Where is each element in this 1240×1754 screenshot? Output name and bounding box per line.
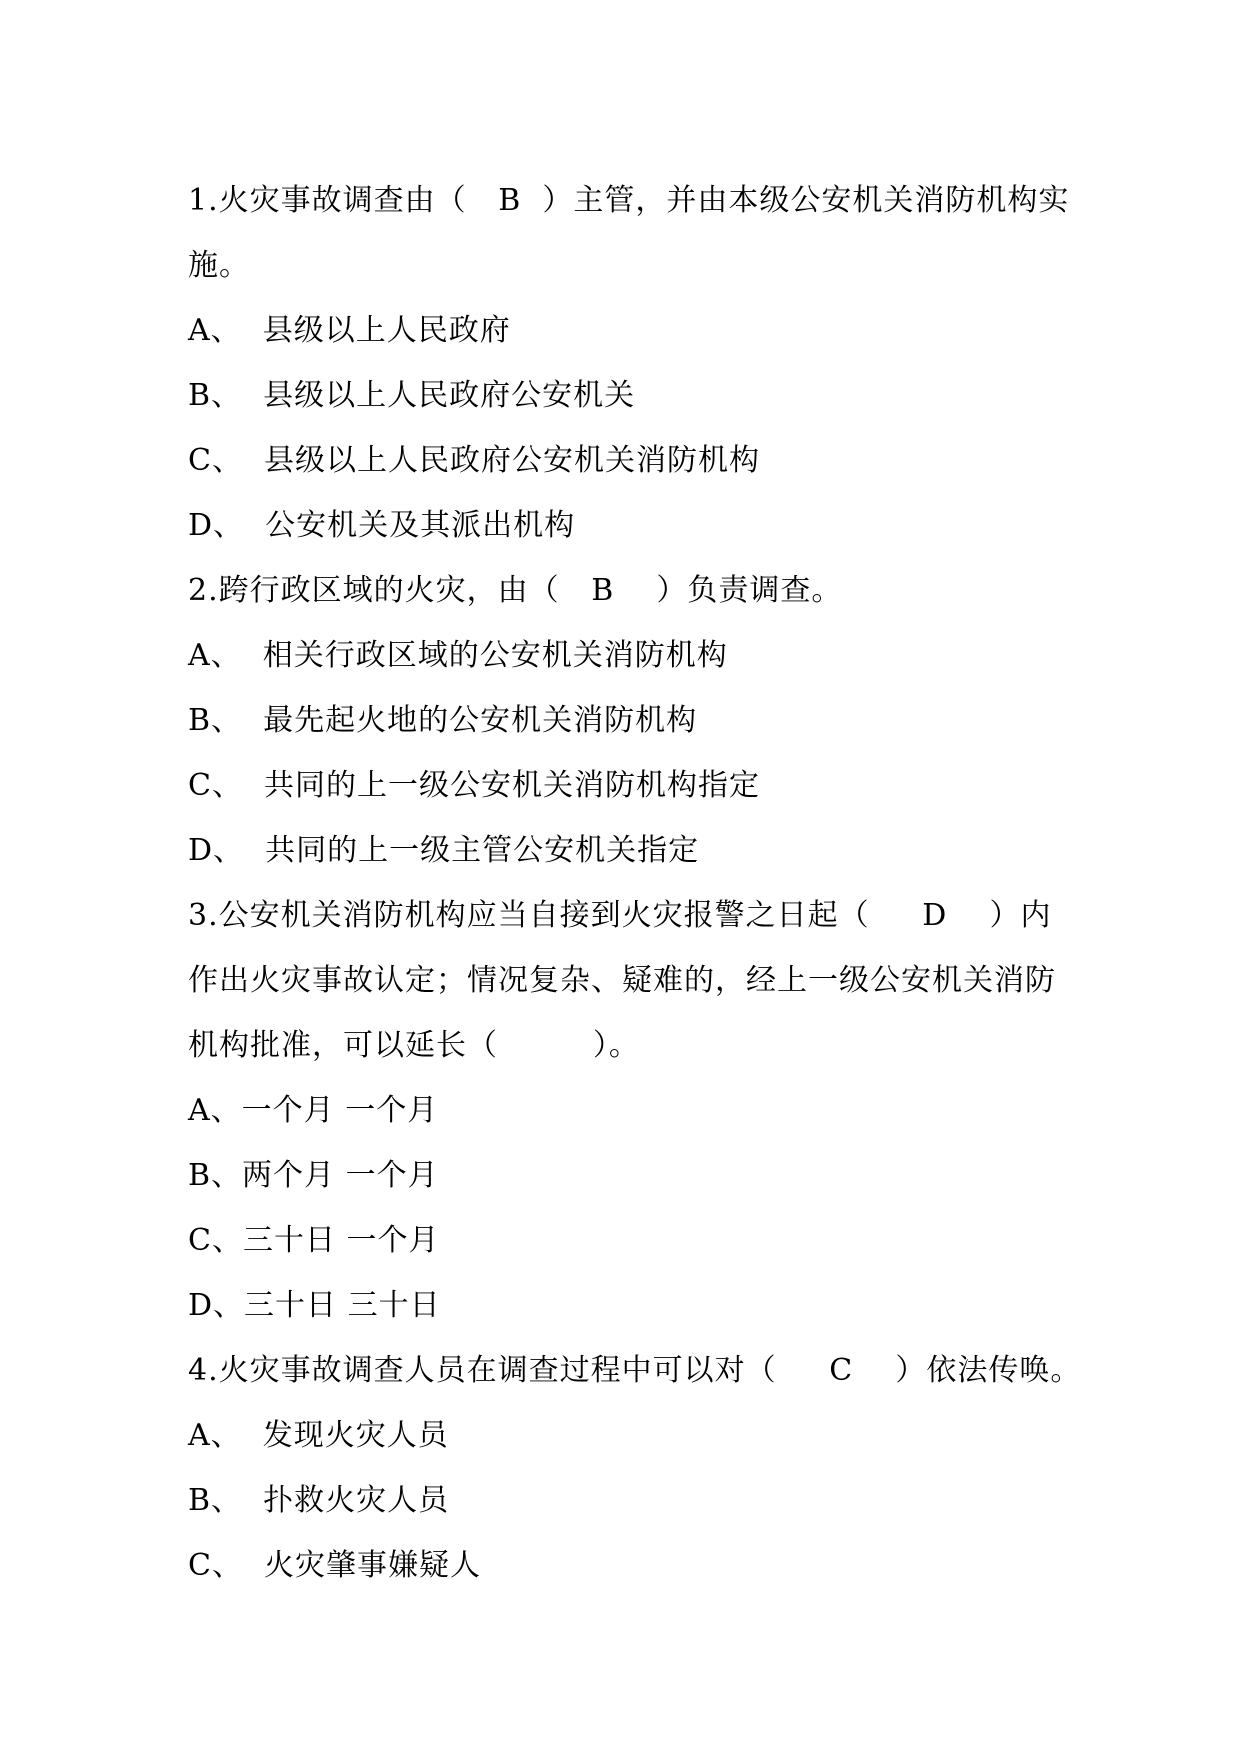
question-3-option-d: D、三十日 三十日 xyxy=(188,1288,441,1323)
question-3-option-b: B、两个月 一个月 xyxy=(188,1158,439,1193)
question-content xyxy=(188,168,1082,1598)
question-3-line-3: 机构批准，可以延长（ ）。 xyxy=(188,1028,640,1063)
question-4-option-a: A、 发现火灾人员 xyxy=(188,1418,449,1453)
question-2-text: 2.跨行政区域的火灾，由（ B ）负责调查。 xyxy=(188,573,843,608)
question-1-line-1: 1.火灾事故调查由（ B ）主管，并由本级公安机关消防机构实 xyxy=(188,183,1070,218)
question-2-option-d: D、 共同的上一级主管公安机关指定 xyxy=(188,833,700,868)
question-1-option-a: A、 县级以上人民政府 xyxy=(188,313,511,348)
question-3-option-a: A、一个月 一个月 xyxy=(188,1093,439,1128)
question-4-option-b: B、 扑救火灾人员 xyxy=(188,1483,450,1518)
question-3-line-2: 作出火灾事故认定；情况复杂、疑难的，经上一级公安机关消防 xyxy=(188,963,1056,998)
question-1-option-c: C、 县级以上人民政府公安机关消防机构 xyxy=(188,443,761,478)
question-2-option-b: B、 最先起火地的公安机关消防机构 xyxy=(188,703,698,738)
question-3-line-1: 3.公安机关消防机构应当自接到火灾报警之日起（ D ）内 xyxy=(188,898,1052,933)
question-4-text: 4.火灾事故调查人员在调查过程中可以对（ C ）依法传唤。 xyxy=(188,1353,1082,1388)
question-3-option-c: C、三十日 一个月 xyxy=(188,1223,440,1258)
question-2-option-c: C、 共同的上一级公安机关消防机构指定 xyxy=(188,768,761,803)
question-4-option-c: C、 火灾肇事嫌疑人 xyxy=(188,1548,482,1583)
question-1-option-b: B、 县级以上人民政府公安机关 xyxy=(188,378,636,413)
question-1-line-2: 施。 xyxy=(188,248,250,283)
question-2-option-a: A、 相关行政区域的公安机关消防机构 xyxy=(188,638,728,673)
question-1-option-d: D、 公安机关及其派出机构 xyxy=(188,508,576,543)
